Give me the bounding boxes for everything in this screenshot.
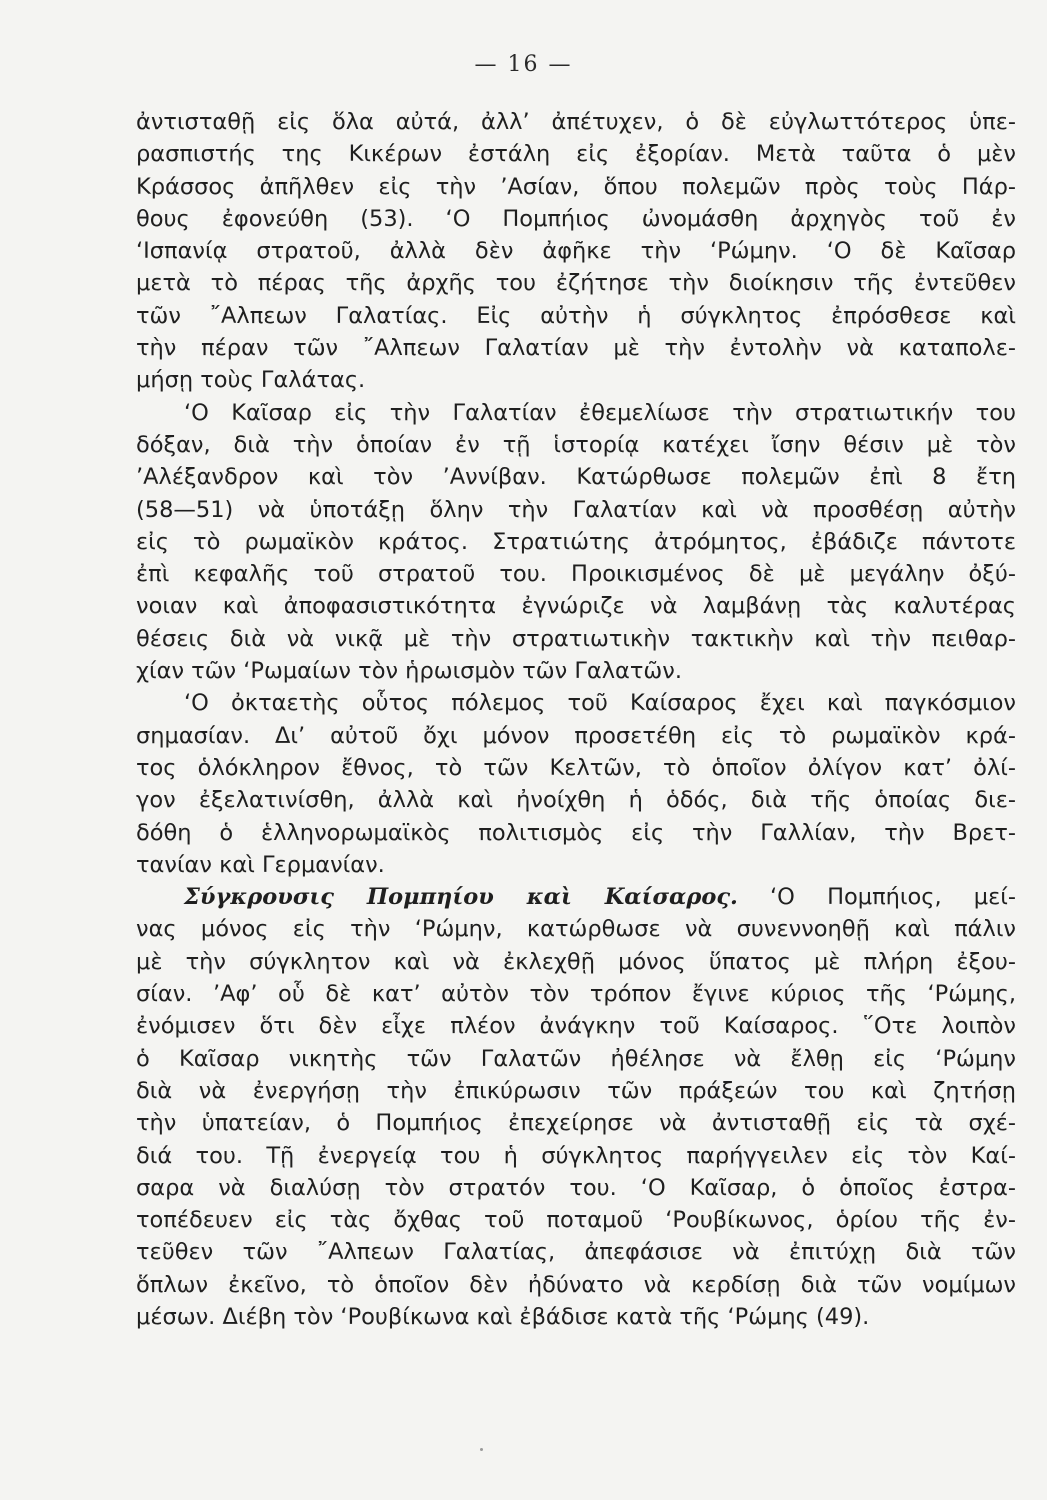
text-line: δόθη ὁ ἑλληνορωμαϊκὸς πολιτισμὸς εἰς τὴν Γαλλίαν, τὴν Βρετ-: [136, 819, 1016, 846]
text-line: τὴν ὑπατείαν, ὁ Πομπήιος ἐπεχείρησε νὰ ἀντισταθῇ εἰς τὰ σχέ-: [136, 1110, 1016, 1137]
text-line: θέσεις διὰ νὰ νικᾷ μὲ τὴν στρατιωτικὴν τακτικὴν καὶ τὴν πειθαρ-: [136, 625, 1016, 652]
text-line: ὁ Καῖσαρ νικητὴς τῶν Γαλατῶν ἠθέλησε νὰ ἔλθῃ εἰς ‘Ρώμην: [136, 1045, 1016, 1072]
text-line: θους ἐφονεύθη (53). ‘Ο Πομπήιος ὠνομάσθη ἀρχηγὸς τοῦ ἐν: [136, 205, 1016, 232]
ink-speck: [480, 1448, 483, 1451]
text-line: μέσων. Διέβη τὸν ‘Ρουβίκωνα καὶ ἐβάδισε κατὰ τῆς ‘Ρώμης (49).: [136, 1303, 870, 1330]
text-line: Κράσσος ἀπῆλθεν εἰς τὴν ’Ασίαν, ὅπου πολεμῶν πρὸς τοὺς Πάρ-: [136, 173, 1016, 200]
text-line: νοιαν καὶ ἀποφασιστικότητα ἐγνώριζε νὰ λαμβάνῃ τὰς καλυτέρας: [136, 593, 1016, 620]
text-line: μὲ τὴν σύγκλητον καὶ νὰ ἐκλεχθῇ μόνος ὕπατος μὲ πλήρη ἐξου-: [136, 948, 1016, 975]
text-line: ἐνόμισεν ὅτι δὲν εἶχε πλέον ἀνάγκην τοῦ Καίσαρος. ῞Οτε λοιπὸν: [136, 1013, 1016, 1040]
body-text: [136, 106, 1016, 1333]
text-line: δόξαν, διὰ τὴν ὁποίαν ἐν τῇ ἱστορίᾳ κατέχει ἴσην θέσιν μὲ τὸν: [136, 431, 1016, 458]
text-line: διὰ νὰ ἐνεργήσῃ τὴν ἐπικύρωσιν τῶν πράξεών του καὶ ζητήσῃ: [136, 1077, 1016, 1104]
paragraph-2: [136, 397, 1016, 688]
text-line: ὅπλων ἐκεῖνο, τὸ ὁποῖον δὲν ἠδύνατο νὰ κερδίσῃ διὰ τῶν νομίμων: [136, 1271, 1016, 1298]
text-line: ρασπιστής της Κικέρων ἐστάλη εἰς ἐξορίαν. Μετὰ ταῦτα ὁ μὲν: [136, 141, 1016, 168]
text-line: τανίαν καὶ Γερμανίαν.: [136, 851, 385, 878]
text-line: [136, 881, 1016, 913]
text-line: εἰς τὸ ρωμαϊκὸν κράτος. Στρατιώτης ἀτρόμητος, ἐβάδιζε πάντοτε: [136, 528, 1016, 555]
paragraph-3: [136, 687, 1016, 881]
text-line: τὴν πέραν τῶν ῎Αλπεων Γαλατίαν μὲ τὴν ἐντολὴν νὰ καταπολε-: [136, 335, 1016, 362]
paragraph-4: [136, 881, 1016, 1333]
text-line: τοπέδευεν εἰς τὰς ὄχθας τοῦ ποταμοῦ ‘Ρουβίκωνος, ὁρίου τῆς ἐν-: [136, 1207, 1016, 1234]
text-line: τος ὁλόκληρον ἔθνος, τὸ τῶν Κελτῶν, τὸ ὁποῖον ὀλίγον κατ’ ὀλί-: [136, 754, 1016, 781]
text-line: τῶν ῎Αλπεων Γαλατίας. Εἰς αὐτὴν ἡ σύγκλητος ἐπρόσθεσε καὶ: [136, 302, 1016, 329]
text-line: χίαν τῶν ‘Ρωμαίων τὸν ἡρωισμὸν τῶν Γαλατῶν.: [136, 658, 682, 685]
text-line: διά του. Τῇ ἐνεργείᾳ του ἡ σύγκλητος παρήγγειλεν εἰς τὸν Καί-: [136, 1142, 1016, 1169]
text-line: μετὰ τὸ πέρας τῆς ἀρχῆς του ἐζήτησε τὴν διοίκησιν τῆς ἐντεῦθεν: [136, 270, 1016, 297]
text-line: ‘Ο ὀκταετὴς οὗτος πόλεμος τοῦ Καίσαρος ἔχει καὶ παγκόσμιον: [184, 690, 1016, 717]
text-line: ἐπὶ κεφαλῆς τοῦ στρατοῦ του. Προικισμένος δὲ μὲ μεγάλην ὀξύ-: [136, 561, 1016, 588]
text-line: σαρα νὰ διαλύσῃ τὸν στρατόν του. ‘Ο Καῖσαρ, ὁ ὁποῖος ἐστρα-: [136, 1174, 1016, 1201]
text-line: ἀντισταθῇ εἰς ὅλα αὐτά, ἀλλ’ ἀπέτυχεν, ὁ δὲ εὐγλωττότερος ὑπε-: [136, 109, 1016, 135]
page-number: — 16 —: [474, 52, 573, 77]
section-heading: Σύγκρουσις Πομπηίου καὶ Καίσαρος.: [184, 884, 738, 911]
text-line: ‘Ισπανίᾳ στρατοῦ, ἀλλὰ δὲν ἀφῆκε τὴν ‘Ρώμην. ‘Ο δὲ Καῖσαρ: [136, 238, 1016, 265]
text-line: γον ἐξελατινίσθη, ἀλλὰ καὶ ἠνοίχθη ἡ ὁδός, διὰ τῆς ὁποίας διε-: [136, 787, 1016, 814]
text-line: σημασίαν. Δι’ αὐτοῦ ὄχι μόνον προσετέθη εἰς τὸ ρωμαϊκὸν κρά-: [136, 722, 1016, 749]
text-line: νας μόνος εἰς τὴν ‘Ρώμην, κατώρθωσε νὰ συνεννοηθῇ καὶ πάλιν: [136, 916, 1016, 943]
text-line: τεῦθεν τῶν ῎Αλπεων Γαλατίας, ἀπεφάσισε νὰ ἐπιτύχῃ διὰ τῶν: [136, 1239, 1016, 1266]
text-line: (58—51) νὰ ὑποτάξῃ ὅλην τὴν Γαλατίαν καὶ νὰ προσθέσῃ αὐτὴν: [136, 496, 1016, 523]
paragraph-1: [136, 106, 1016, 397]
text-line: σίαν. ’Αφ’ οὗ δὲ κατ’ αὐτὸν τὸν τρόπον ἔγινε κύριος τῆς ‘Ρώμης,: [136, 981, 1016, 1008]
text-line: ‘Ο Καῖσαρ εἰς τὴν Γαλατίαν ἐθεμελίωσε τὴν στρατιωτικήν του: [184, 399, 1016, 426]
text-line: μήσῃ τοὺς Γαλάτας.: [136, 367, 366, 394]
text-line: ’Αλέξανδρον καὶ τὸν ’Αννίβαν. Κατώρθωσε πολεμῶν ἐπὶ 8 ἔτη: [136, 464, 1016, 491]
text-run: ‘Ο Πομπήιος, μεί-: [737, 884, 1016, 911]
